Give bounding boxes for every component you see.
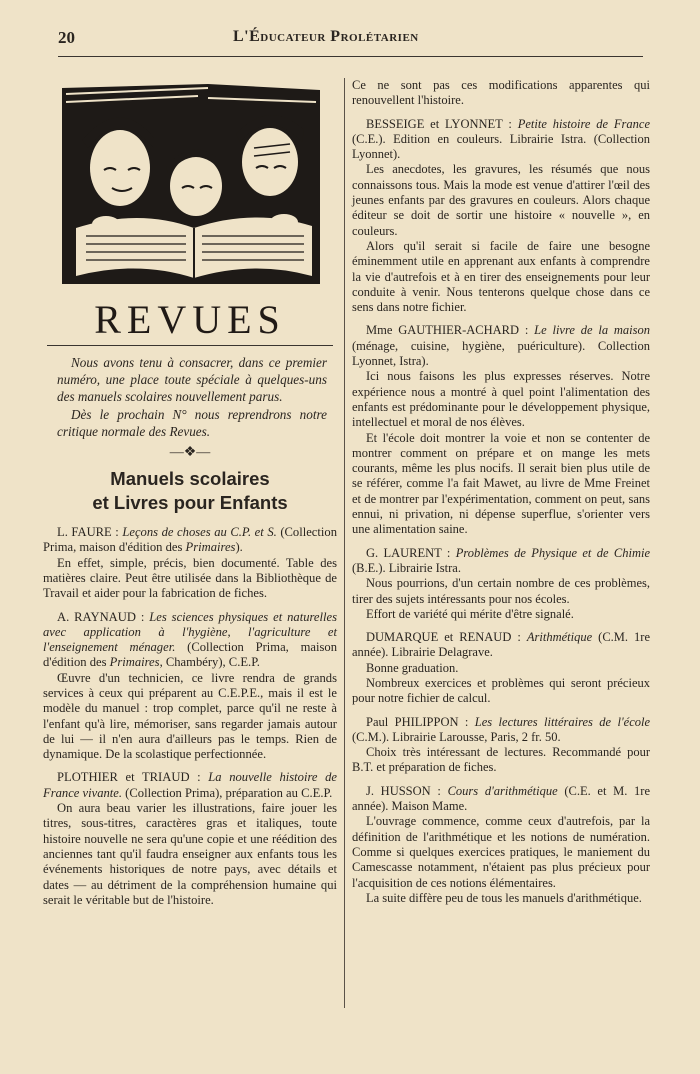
entry-title: Les lectures littéraires de l'école bbox=[474, 714, 651, 729]
section-title-line: Manuels scolaires bbox=[110, 468, 270, 490]
entry-author: Mme GAUTHIER-ACHARD : bbox=[366, 323, 535, 338]
section-banner: REVUES bbox=[94, 297, 286, 342]
entry-paragraph: Les anecdotes, les gravures, les résumés que nous connaissons tous. Mais la mode est venue d'attirer l'œil des jeunes enfants par des gravures en couleurs. Alors chaque éditeur se doit de sortir une histoire « nouvelle », en couleurs. bbox=[352, 162, 650, 238]
entry-paragraph: Et l'école doit montrer la voie et non se contenter de montrer comment on prépare et on mange les mets courants, même les plus nocifs. Il serait bien plus utile de se référer, comme l'a fait Mawet, au livre de Mme Freinet et de montrer par l'expérimentation, comment on peut, sans ennui, ni privation, ni dépense superflue, s'orienter vers une alimentation saine. bbox=[352, 430, 650, 537]
ornament-divider: —❖— bbox=[169, 445, 211, 461]
entry-paragraph: En effet, simple, précis, bien documenté. Table des matières claire. Peut être utilisée dans la Bibliothèque de Travail et aider pour la fabrication de fiches. bbox=[43, 555, 337, 601]
entry-heading bbox=[352, 784, 650, 815]
review-entry bbox=[43, 525, 337, 601]
header-rule bbox=[58, 56, 643, 57]
entry-publisher: (C.M. 1re année). Librairie Delagrave. bbox=[352, 630, 650, 660]
entry-author: L. FAURE : bbox=[57, 525, 123, 540]
entry-paragraph: On aura beau varier les illustrations, faire jouer les titres, sous-titres, caractères gras et italiques, toute histoire nouvelle ne sera qu'une copie et une réédition des anciennes tant qu'il faudra enseigner aux enfants tous les événements historiques de notre pays, avec détails et dates — au détriment de la compréhension humaine qui serait le véritable but de l'histoire. bbox=[43, 801, 337, 907]
entry-publisher: (B.E.). Librairie Istra. bbox=[352, 560, 461, 575]
entry-title: Arithmétique bbox=[526, 630, 593, 645]
entry-title: Les sciences physiques et naturelles avec application à l'hygiène, l'agriculture et l'enseignement ménager. bbox=[43, 609, 338, 655]
entry-publisher: (Collection Prima, maison d'édition des bbox=[43, 525, 337, 555]
page-number: 20 bbox=[58, 28, 75, 47]
entry-publisher-end: , Chambéry), C.E.P. bbox=[159, 655, 260, 670]
entry-paragraph: L'ouvrage commence, comme ceux d'autrefois, par la définition de l'arithmétique et les notions de numération. Comme si quelques exercices pratiques, le maniement du Camescasse notamment, n'étaient pas plus précieux pour l'acquisition de ces notions élémentaires. bbox=[352, 814, 650, 890]
entry-paragraph: Nombreux exercices et problèmes qui seront précieux pour notre fichier de calcul. bbox=[352, 675, 650, 706]
journal-title: L'Éducateur Prolétarien bbox=[233, 28, 419, 45]
review-entry bbox=[352, 323, 650, 537]
entry-publisher: (Collection Prima), préparation au C.E.P. bbox=[122, 785, 333, 800]
entry-author: BESSEIGE et LYONNET : bbox=[366, 116, 518, 131]
entry-paragraph: Bonne graduation. bbox=[366, 660, 459, 675]
entry-publisher: (ménage, cuisine, hygiène, puériculture). Collection Lyonnet, Istra). bbox=[352, 338, 650, 369]
review-entry bbox=[352, 630, 650, 706]
entry-publisher-italic: Primaires bbox=[109, 655, 160, 670]
entry-heading bbox=[352, 546, 650, 577]
entry-heading bbox=[43, 770, 337, 801]
entry-title: Cours d'arithmétique bbox=[447, 783, 558, 798]
entry-paragraph: La suite diffère peu de tous les manuels d'arithmétique. bbox=[366, 890, 642, 905]
intro-text bbox=[57, 354, 327, 440]
review-entry bbox=[352, 784, 650, 906]
entry-heading bbox=[352, 630, 650, 661]
entry-title: Leçons de choses au C.P. et S. bbox=[122, 525, 277, 540]
entry-publisher-italic: Primaires bbox=[185, 540, 236, 555]
review-entry bbox=[43, 610, 337, 763]
entry-heading bbox=[43, 525, 337, 556]
woodcut-illustration-icon bbox=[58, 78, 324, 290]
entry-paragraph: Ici nous faisons les plus expresses réserves. Notre expérience nous a montré à quel point l'alimentation des enfants est prédominante pour le développement physique, intellectuel et moral de nos élèves. bbox=[352, 369, 650, 430]
column-divider bbox=[344, 78, 345, 1008]
right-column bbox=[352, 78, 650, 914]
banner-rule bbox=[47, 345, 333, 346]
entry-publisher-end: ). bbox=[235, 540, 243, 555]
section-title-line: et Livres pour Enfants bbox=[92, 492, 288, 514]
entry-author: G. LAURENT : bbox=[366, 545, 456, 560]
intro-paragraph: Dès le prochain N° nous reprendrons notre critique normale des Revues. bbox=[57, 406, 327, 439]
entry-paragraph: Alors qu'il serait si facile de faire une besogne éminemment utile en apprenant aux enfants à comprendre la vie d'autrefois et à en tirer des enseignements pour leur conduite à venir. Nous tenterons quelque chose dans ce sens dans notre fichier. bbox=[352, 238, 650, 315]
entry-heading bbox=[43, 610, 337, 671]
entry-publisher: (C.M.). Librairie Larousse, Paris, 2 fr. 50. bbox=[352, 729, 561, 744]
intro-paragraph: Nous avons tenu à consacrer, dans ce premier numéro, une place toute spéciale à quelques-uns des manuels scolaires nouvellement parus. bbox=[57, 355, 327, 405]
review-entry bbox=[352, 117, 650, 316]
entry-title: Problèmes de Physique et de Chimie bbox=[455, 545, 650, 560]
left-column bbox=[43, 78, 337, 916]
page-header bbox=[58, 28, 643, 54]
entry-publisher: (Collection Prima, maison d'édition des bbox=[43, 640, 337, 670]
entry-paragraph: Effort de variété qui mérite d'être signalé. bbox=[366, 606, 574, 621]
entry-title: Petite histoire de France bbox=[517, 116, 650, 131]
review-entry bbox=[352, 715, 650, 776]
entry-title: Le livre de la maison bbox=[534, 323, 651, 338]
entry-author: A. RAYNAUD : bbox=[57, 609, 150, 624]
entry-publisher: (C.E. et M. 1re année). Maison Mame. bbox=[352, 783, 650, 814]
entry-author: PLOTHIER et TRIAUD : bbox=[57, 770, 209, 785]
entry-author: J. HUSSON : bbox=[366, 783, 448, 798]
section-title bbox=[43, 467, 337, 515]
review-entry bbox=[43, 770, 337, 908]
entry-title: La nouvelle histoire de France vivante. bbox=[43, 770, 337, 800]
entry-author: Paul PHILIPPON : bbox=[366, 714, 475, 729]
review-entry bbox=[352, 546, 650, 622]
entry-author: DUMARQUE et RENAUD : bbox=[366, 630, 527, 645]
entry-heading bbox=[352, 117, 650, 163]
entry-paragraph: Œuvre d'un technicien, ce livre rendra de grands services à ceux qui préparent au C.E.P.E., mais il est le modèle du manuel : trop complet, parce qu'il ne reste à l'enfant qu'à lire, mémoriser, sans regarder jamais autour de lui — il n'en aura d'ailleurs pas le temps. Rien de dynamique. De la scolastique perfectionnée. bbox=[43, 670, 337, 762]
entry-heading bbox=[352, 715, 650, 746]
entry-publisher: (C.E.). Edition en couleurs. Librairie Istra. (Collection Lyonnet). bbox=[352, 131, 650, 162]
entry-heading bbox=[352, 323, 650, 369]
continuation-text: Ce ne sont pas ces modifications apparentes qui renouvellent l'histoire. bbox=[352, 78, 650, 108]
entry-paragraph: Choix très intéressant de lectures. Recommandé pour B.T. et préparation de fiches. bbox=[352, 745, 650, 775]
entry-paragraph: Nous pourrions, d'un certain nombre de ces problèmes, tirer des sujets intéressants pour nos écoles. bbox=[352, 576, 650, 606]
